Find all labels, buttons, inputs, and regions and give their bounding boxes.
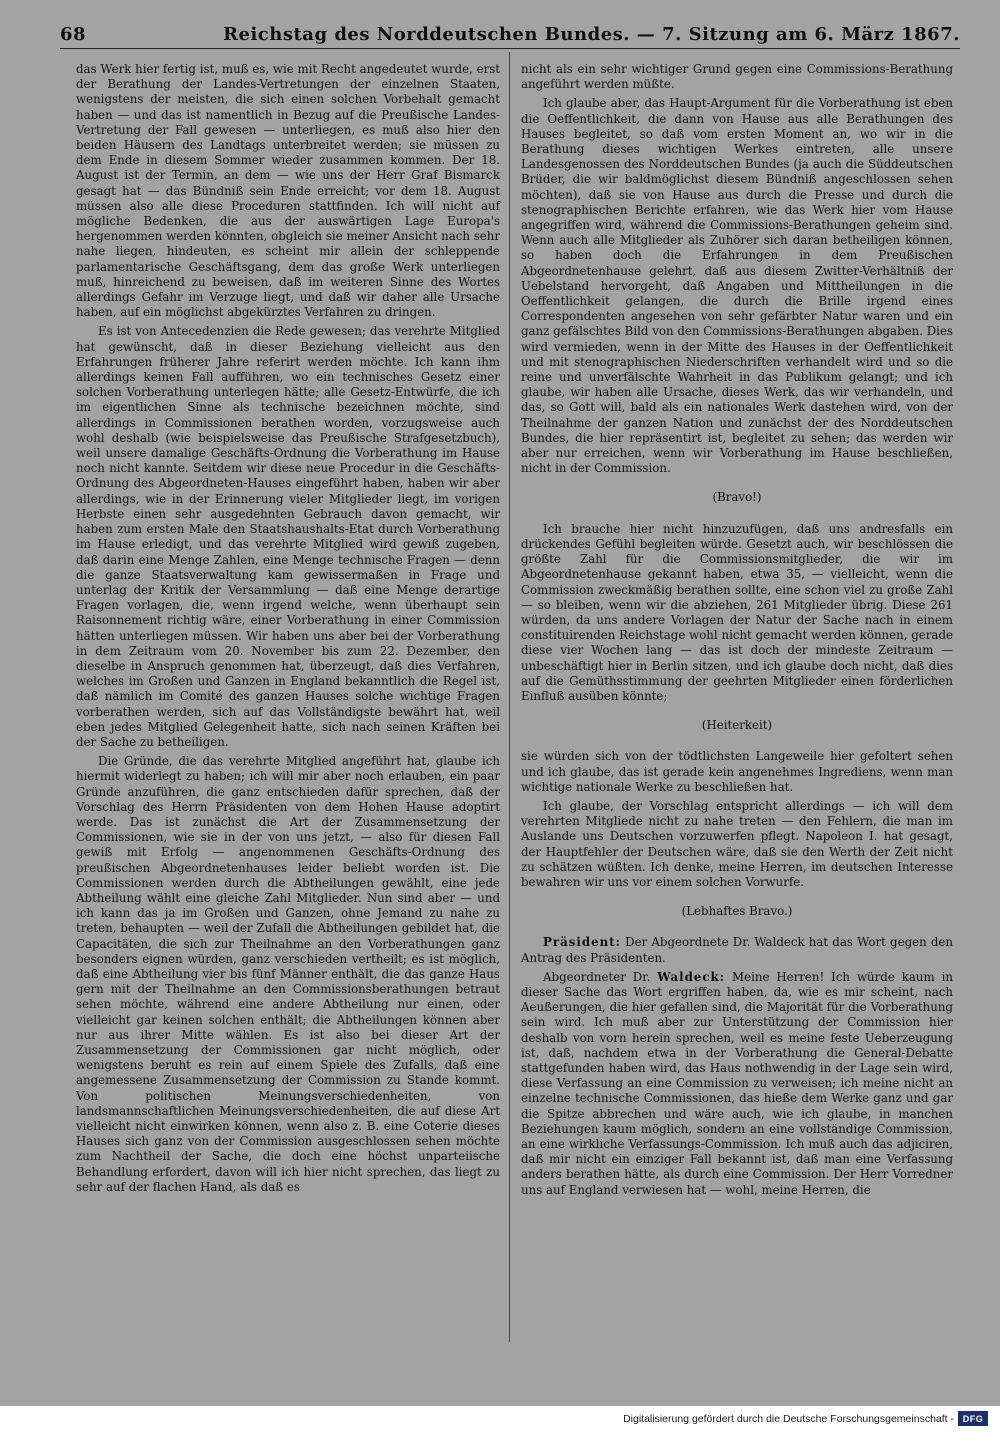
paragraph: Ich glaube aber, das Haupt-Argument für die Vorberathung ist eben die Oeffentlichkeit, die dann von Hause aus alle Berathungen des Hauses begleitet, so daß vom ersten Moment an, wo wir in die Berathung dieses wichtigen Werkes eintreten, alle unsere Landesgenossen des Norddeutschen Bundes (ja auch die Süddeutschen Brüder, die wir baldmöglichst diesem Bündniß angeschlossen sehen möchten), daß sie von Hause aus durch die Presse und durch die stenographischen Berichte erfahren, wie das Werk hier vom Hause angegriffen wird, während die Commissions-Berathungen geheim sind. Wenn auch alle Mitglieder als Zuhörer sich daran betheiligen können, so haben doch die Erfahrungen in dem Preußischen Abgeordnetenhause gelehrt, daß aus diesem Zwitter-Verhältniß der Uebelstand hervorgeht, daß Angaben und Mittheilungen in die Oeffentlichkeit gelangen, die durch die Brille irgend eines Correspondenten angesehen von sehr gefärbter Natur waren und ein ganz gefälschtes Bild von den Commissions-Berathungen abgaben. Dies wird vermieden, wenn in der Mitte des Hauses in der Oeffentlichkeit und mit stenographischen Niederschriften verhandelt wird und so die reine und unverfälschte Wahrheit in das Publikum gelangt; und ich glaube, wir haben alle Ursache, dieses Werk, das wir verhandeln, und das, so Gott will, bald als ein nationales Werk dastehen wird, von der Theilnahme der ganzen Nation und zunächst der des Norddeutschen Bundes, die hier repräsentirt ist, begleitet zu sehen; das werden wir aber nur erreichen, wenn wir Vorberathung im Hause beschließen, nicht in der Commission. [521, 96, 953, 476]
paragraph: sie würden sich von der tödtlichsten Langeweile hier gefoltert sehen und ich glaube, das ist gerade kein angenehmes Ingrediens, wenn man wichtige nationale Werke zu beschließen hat. [521, 749, 953, 794]
page-header [60, 20, 960, 49]
left-column [76, 62, 500, 1199]
waldeck-statement [521, 970, 953, 1198]
president-statement [521, 935, 953, 965]
interjection-bravo: (Bravo!) [712, 490, 762, 505]
waldeck-text: Meine Herren! Ich würde kaum in dieser Sache das Wort ergriffen haben, da, wie es mir scheint, nach Aeußerungen, die hier gefallen sind, die Majorität für die Vorberathung sein wird. Ich muß aber zur Unterstützung der Commission hier deshalb von vorn herein sprechen, weil es meine feste Ueberzeugung ist, daß, nachdem etwa in der Vorberathung die General-Debatte stattgefunden haben wird, das Haus nothwendig in der Lage sein wird, diese Verfassung an eine Commission zu verweisen; ich meine nicht an einzelne technische Commissionen, das hieße dem Werke ganz und gar die Spitze abbrechen und wäre auch, wie ich glaube, in manchen Beziehungen kaum möglich, sondern an eine vollständige Commission, an eine wirkliche Verfassungs-Commission. Ich muß auch das adjiciren, daß mir nicht ein einziger Fall bekannt ist, daß man eine Verfassung anders berathen hätte, als durch eine Commission. Der Herr Vorredner uns auf England verwiesen hat — wohl, meine Herren, die [521, 969, 954, 1197]
column-divider [509, 52, 510, 1342]
speaker-president: Präsident: [543, 935, 621, 950]
speaker-waldeck: Waldeck: [657, 969, 726, 984]
paragraph: das Werk hier fertig ist, muß es, wie mit Recht angedeutet wurde, erst der Berathung der Landes-Vertretungen der einzelnen Staaten, wenigstens der meisten, die sich einen solchen Vorbehalt gemacht haben — und das ist namentlich in Bezug auf die Preußische Landes-Vertretung der Fall gewesen — unterliegen, es muß also hier den beiden Häusern des Landtags unterbreitet werden; sie müssen zu dem Ende in diesem Sommer wieder zusammen kommen. Der 18. August ist der Termin, an dem — wie uns der Herr Graf Bismarck gesagt hat — das Bündniß sein Ende erreicht; vor dem 18. August müssen also alle diese Proceduren stattfinden. Ich will nicht auf mögliche Bedenken, die aus der auswärtigen Lage Europa's hergenommen werden könnten, obgleich sie meiner Ansicht nach sehr nahe liegen, hindeuten, es scheint mir allein der schleppende parlamentarische Geschäftsgang, dem das große Werk unterliegen muß, hinreichend zu beweisen, daß im weiteren Sinne des Wortes allerdings Gefahr im Verzuge liegt, und daß wir daher alle Ursache haben, auf ein möglichst abgekürztes Verfahren zu dringen. [76, 62, 500, 320]
footer-credit: Digitalisierung gefördert durch die Deutsche Forschungsgemeinschaft - [623, 1413, 954, 1425]
dfg-logo: DFG [958, 1411, 988, 1426]
right-column [521, 62, 953, 1202]
paragraph: nicht als ein sehr wichtiger Grund gegen eine Commissions-Berathung angeführt werden müßte. [521, 62, 953, 92]
paragraph: Ich glaube, der Vorschlag entspricht allerdings — ich will dem verehrten Mitgliede nicht zu nahe treten — den Fehlern, die man im Auslande uns Deutschen vorzuwerfen pflegt. Napoleon I. hat gesagt, der Hauptfehler der Deutschen wäre, daß sie den Werth der Zeit nicht zu schätzen wüßten. Ich denke, meine Herren, im deutschen Interesse bewahren wir uns vor einem solchen Vorwurfe. [521, 798, 953, 889]
paragraph: Die Gründe, die das verehrte Mitglied angeführt hat, glaube ich hiermit widerlegt zu haben; ich will mir aber noch erlauben, ein paar Gründe anzuführen, die ganz entschieden dafür sprechen, daß der Vorschlag des Herrn Präsidenten von dem Hohen Hause adoptirt werde. Das ist zunächst die Art der Zusammensetzung der Commissionen, wie sie in der von uns jetzt, — also für diesen Fall gewiß mit Erfolg — angenommenen Geschäfts-Ordnung des preußischen Abgeordnetenhauses leider beliebt worden ist. Die Commissionen werden durch die Abtheilungen gewählt, eine jede Abtheilung wählt eine gleiche Zahl Mitglieder. Nun sind aber — und ich kann das ja im Großen und Ganzen, ohne Jemand zu nahe zu treten, behaupten — weil der Zufall die Abtheilungen gebildet hat, die Capacitäten, die sich zur Theilnahme an den Vorberathungen ganz besonders eignen würden, ganz verschieden vertheilt; es ist möglich, daß eine Abtheilung vier bis fünf Männer enthält, die das ganze Haus gern mit der Theilnahme an den Commissionsberathungen betraut sehen möchte, während eine andere Abtheilung nur einen, oder vielleicht gar keinen solchen enthält; die Abtheilungen können aber nur aus ihrer Mitte wählen. Es ist also bei dieser Art der Zusammensetzung der Commissionen gar nicht möglich, oder wenigstens beruht es rein auf einem Spiele des Zufalls, daß eine angemessene Zusammensetzung der Commission zu Stande kommt. Von politischen Meinungsverschiedenheiten, von landsmannschaftlichen Meinungsverschiedenheiten, die auf diese Art vielleicht nicht einwirken können, wenn also z. B. eine Coterie dieses Hauses sich ganz von der Commission ausgeschlossen sehen möchte zum Nachtheil der Sache, die doch eine höchst unparteiische Behandlung erfordert, davon will ich hier nicht sprechen, das liegt zu sehr auf der flachen Hand, als daß es [76, 754, 500, 1194]
president-text: Der Abgeordnete Dr. Waldeck hat das Wort gegen den Antrag des Präsidenten. [521, 935, 953, 965]
running-title: Reichstag des Norddeutschen Bundes. — 7. Sitzung am 6. März 1867. [223, 23, 960, 45]
footer-bar [0, 1406, 1000, 1432]
paragraph: Ich brauche hier nicht hinzuzufügen, daß uns andresfalls ein drückendes Gefühl begleiten würde. Gesetzt auch, wir beschlössen die größte Zahl für die Commissionsmitglieder, die wir im Abgeordnetenhause gekannt haben, etwa 35, — vielleicht, wenn die Commission zweckmäßig berathen sollte, eine schon viel zu große Zahl — so bleiben, wenn wir die abziehen, 261 Mitglieder übrig. Diese 261 würden, da uns andere Vorlagen der Natur der Sache nach in einem constituirenden Reichstage wohl nicht gemacht werden können, gerade diese vier Wochen lang — das ist doch der mindeste Zeitraum — unbeschäftigt hier in Berlin sitzen, und ich glaube doch nicht, daß dies auf die Gemüthsstimmung der geehrten Mitglieder einen förderlichen Einfluß ausüben könnte; [521, 521, 953, 703]
paragraph: Es ist von Antecedenzien die Rede gewesen; das verehrte Mitglied hat gewünscht, daß in dieser Beziehung vielleicht aus den Erfahrungen früherer Jahre referirt werden möchte. Ich kann ihm allerdings keinen Fall aufführen, wo ein technisches Gesetz einer solchen Vorberathung unterlegen hätte; alle Gesetz-Entwürfe, die ich im eigentlichen Sinne als technische bezeichnen möchte, sind allerdings in Commissionen berathen worden, vorzugsweise auch wohl deshalb (wie beispielsweise das Preußische Strafgesetzbuch), weil unsere damalige Geschäfts-Ordnung die Vorberathung im Hause noch nicht kannte. Seitdem wir diese neue Procedur in die Geschäfts-Ordnung des Abgeordneten-Hauses eingeführt haben, haben wir aber allerdings, wie in der Erinnerung vieler Mitglieder liegt, im vorigen Herbste einen sehr ausgedehnten Gebrauch davon gemacht, wir haben zum ersten Male den Staatshaushalts-Etat durch Vorberathung im Hause erledigt, und das verehrte Mitglied wird gewiß zugeben, daß darin eine Menge Zahlen, eine Menge technische Fragen — denn die ganze Staatsverwaltung kam gewissermaßen in Frage und unterlag der Kritik der Versammlung — daß eine Menge derartige Fragen vorlagen, die, wenn irgend welche, wenn überhaupt sein Raisonnement richtig wäre, einer Vorberathung in einer Commission hätten unterliegen müssen. Wir haben uns aber bei der Vorberathung in dem Zeitraum vom 20. November bis zum 22. Dezember, den dieselbe in Anspruch genommen hat, überzeugt, daß dies Verfahren, welches im Großen und Ganzen in England bekanntlich die Regel ist, daß nämlich im Comité des ganzen Hauses solche wichtige Fragen vorberathen werden, sich auf das Vollständigste bewährt hat, weil eben jedes Mitglied Gelegenheit hatte, sich nach seinen Kräften bei der Sache zu betheiligen. [76, 324, 500, 749]
waldeck-intro: Abgeordneter Dr. [543, 969, 651, 984]
page-number: 68 [60, 23, 87, 45]
interjection-lebhaftes-bravo: (Lebhaftes Bravo.) [681, 904, 793, 919]
interjection-heiterkeit: (Heiterkeit) [701, 718, 773, 733]
